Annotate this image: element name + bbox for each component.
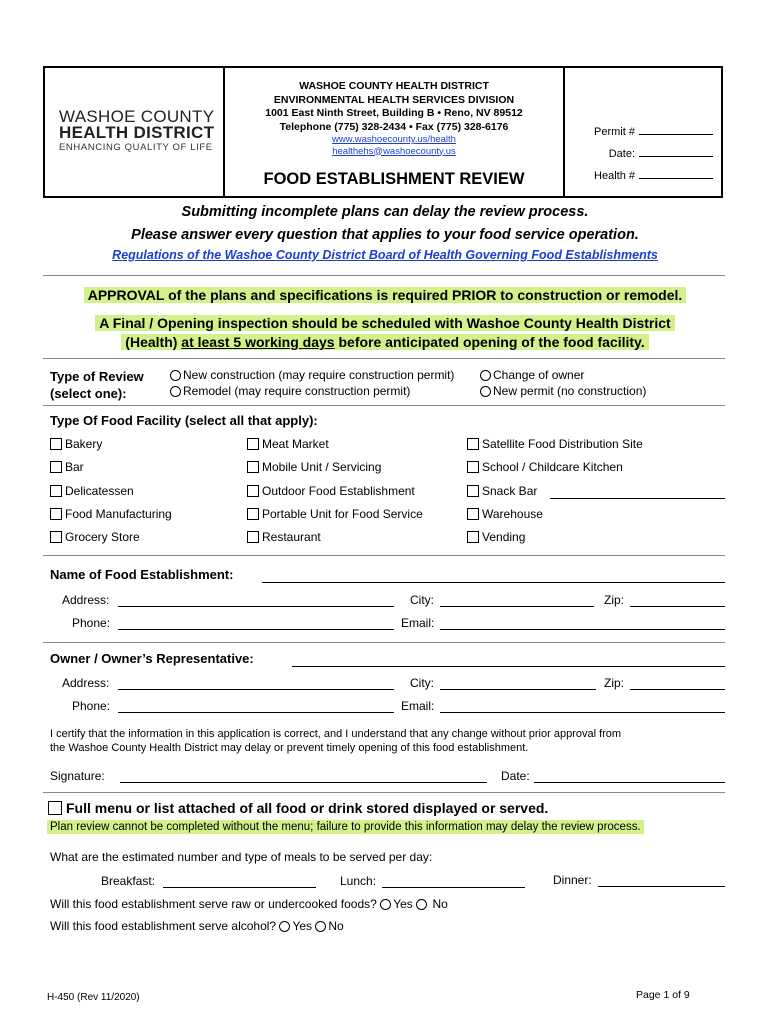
approval-notice <box>0 286 770 305</box>
checkbox-label: School / Childcare Kitchen <box>482 460 623 474</box>
checkbox-icon[interactable] <box>467 485 479 497</box>
final-inspection-notice <box>0 314 770 352</box>
certification-text <box>50 727 621 755</box>
raw-food-question-row <box>50 897 448 911</box>
checkbox-icon[interactable] <box>467 508 479 520</box>
facility-type-label: Type Of Food Facility (select all that apply): <box>50 413 318 428</box>
est-phone-label: Phone: <box>72 616 111 630</box>
certify-date-label: Date: <box>501 769 530 783</box>
owner-email-line[interactable] <box>440 712 725 713</box>
owner-address-line[interactable] <box>118 689 394 690</box>
checkbox-meat-market[interactable] <box>247 437 329 451</box>
radio-icon[interactable] <box>480 386 491 397</box>
division-name: ENVIRONMENTAL HEALTH SERVICES DIVISION <box>273 93 515 106</box>
checkbox-icon[interactable] <box>467 438 479 450</box>
alcohol-question-row <box>50 919 344 933</box>
radio-label: Change of owner <box>493 368 585 382</box>
establishment-name-line[interactable] <box>262 582 725 583</box>
certification-line2: the Washoe County Health District may delay or prevent timely opening of this food establishment. <box>50 742 529 754</box>
radio-icon[interactable] <box>170 386 181 397</box>
logo-cell <box>45 68 225 196</box>
signature-line[interactable] <box>120 782 487 783</box>
est-phone-line[interactable] <box>118 629 394 630</box>
radio-icon[interactable] <box>380 899 391 910</box>
breakfast-label: Breakfast: <box>101 874 156 888</box>
alcohol-question: Will this food establishment serve alcohol? <box>50 919 277 933</box>
date-line[interactable] <box>639 146 713 157</box>
checkbox-snack-bar[interactable] <box>467 484 537 498</box>
permit-field[interactable] <box>594 124 713 138</box>
radio-icon[interactable] <box>480 370 491 381</box>
lunch-line[interactable] <box>382 887 525 888</box>
org-info <box>225 80 563 157</box>
checkbox-label: Delicatessen <box>65 484 134 498</box>
divider <box>43 405 725 406</box>
snack-bar-line[interactable] <box>550 498 725 499</box>
radio-new-construction[interactable] <box>170 368 454 382</box>
divider <box>43 275 725 276</box>
owner-phone-line[interactable] <box>118 712 394 713</box>
est-address-line[interactable] <box>118 606 394 607</box>
header-divider <box>563 68 565 196</box>
radio-icon[interactable] <box>416 899 427 910</box>
checkbox-label: Portable Unit for Food Service <box>262 507 423 521</box>
radio-change-of-owner[interactable] <box>480 368 584 382</box>
checkbox-label: Warehouse <box>482 507 543 521</box>
checkbox-label: Vending <box>482 530 526 544</box>
radio-icon[interactable] <box>170 370 181 381</box>
owner-label: Owner / Owner’s Representative: <box>50 651 254 666</box>
intro-line2: Please answer every question that applies to your food service operation. <box>131 227 639 243</box>
checkbox-icon[interactable] <box>50 438 62 450</box>
raw-yes-label: Yes <box>393 897 413 911</box>
divider <box>43 642 725 643</box>
checkbox-satellite-food[interactable] <box>467 437 643 451</box>
checkbox-icon[interactable] <box>467 461 479 473</box>
final-notice-line2 <box>121 334 648 350</box>
final-notice-line1: A Final / Opening inspection should be scheduled with Washoe County Health District <box>95 315 674 331</box>
radio-remodel[interactable] <box>170 384 410 398</box>
owner-city-label: City: <box>410 676 434 690</box>
radio-label: New permit (no construction) <box>493 384 647 398</box>
permit-line[interactable] <box>639 124 713 135</box>
checkbox-label: Satellite Food Distribution Site <box>482 437 643 451</box>
org-phone-fax: Telephone (775) 328-2434 • Fax (775) 328-6176 <box>279 120 509 133</box>
menu-note <box>47 821 644 833</box>
checkbox-icon[interactable] <box>50 508 62 520</box>
checkbox-outdoor-food[interactable] <box>247 484 415 498</box>
alcohol-no-label: No <box>328 919 344 933</box>
est-city-line[interactable] <box>440 606 594 607</box>
checkbox-icon[interactable] <box>50 485 62 497</box>
checkbox-delicatessen[interactable] <box>50 484 134 498</box>
checkbox-label: Meat Market <box>262 437 329 451</box>
radio-label: New construction (may require construction permit) <box>183 368 455 382</box>
checkbox-icon[interactable] <box>247 461 259 473</box>
checkbox-icon[interactable] <box>467 531 479 543</box>
checkbox-restaurant[interactable] <box>247 530 321 544</box>
radio-label: Remodel (may require construction permit) <box>183 384 411 398</box>
owner-phone-label: Phone: <box>72 699 111 713</box>
radio-icon[interactable] <box>279 921 290 932</box>
owner-email-label: Email: <box>401 699 435 713</box>
checkbox-label: Food Manufacturing <box>65 507 172 521</box>
alcohol-yes-label: Yes <box>292 919 313 933</box>
review-type-label <box>50 368 144 402</box>
est-city-label: City: <box>410 593 434 607</box>
checkbox-label: Grocery Store <box>65 530 140 544</box>
signature-label: Signature: <box>50 769 105 783</box>
checkbox-bar[interactable] <box>50 460 84 474</box>
checkbox-icon[interactable] <box>247 438 259 450</box>
health-label: Health # <box>594 170 635 182</box>
est-email-line[interactable] <box>440 629 725 630</box>
checkbox-icon[interactable] <box>50 461 62 473</box>
checkbox-icon[interactable] <box>48 801 62 815</box>
radio-new-permit[interactable] <box>480 384 646 398</box>
owner-zip-line[interactable] <box>630 689 725 690</box>
checkbox-label: Outdoor Food Establishment <box>262 484 415 498</box>
final-notice-underlined: at least 5 working days <box>181 334 335 350</box>
logo-line2: HEALTH DISTRICT <box>59 123 215 142</box>
breakfast-line[interactable] <box>163 887 316 888</box>
checkbox-icon[interactable] <box>50 531 62 543</box>
certify-date-line[interactable] <box>534 782 725 783</box>
alcohol-yes-radio[interactable] <box>279 919 312 933</box>
est-zip-label: Zip: <box>604 593 625 607</box>
checkbox-label: Bar <box>65 460 84 474</box>
menu-attached-checkbox[interactable] <box>48 800 548 816</box>
est-address-label: Address: <box>62 593 110 607</box>
divider <box>43 792 725 793</box>
checkbox-vending[interactable] <box>467 530 525 544</box>
certification-line1: I certify that the information in this application is correct, and I understand that any change without prior approval from <box>50 728 622 740</box>
final-notice-pre: (Health) <box>125 334 182 350</box>
establishment-name-label: Name of Food Establishment: <box>50 567 234 582</box>
divider <box>43 358 725 359</box>
raw-no-label: No <box>432 897 448 911</box>
org-name: WASHOE COUNTY HEALTH DISTRICT <box>299 80 489 92</box>
est-email-label: Email: <box>401 616 435 630</box>
checkbox-label: Mobile Unit / Servicing <box>262 460 382 474</box>
est-zip-line[interactable] <box>630 606 725 607</box>
owner-zip-label: Zip: <box>604 676 625 690</box>
menu-note-text: Plan review cannot be completed without the menu; failure to provide this information may delay the review process. <box>47 820 644 834</box>
logo-line1: WASHOE COUNTY <box>59 107 215 126</box>
review-type-label-line2: (select one): <box>50 386 127 401</box>
lunch-label: Lunch: <box>340 874 377 888</box>
divider <box>43 555 725 556</box>
owner-address-label: Address: <box>62 676 110 690</box>
final-notice-post: before anticipated opening of the food facility. <box>334 334 645 350</box>
org-address: 1001 East Ninth Street, Building B • Reno, NV 89512 <box>265 107 523 119</box>
checkbox-icon[interactable] <box>247 531 259 543</box>
health-field[interactable] <box>594 168 713 182</box>
health-line[interactable] <box>639 168 713 179</box>
raw-yes-radio[interactable] <box>380 897 413 911</box>
header-box <box>43 66 723 198</box>
alcohol-no-radio[interactable] <box>315 919 343 933</box>
checkbox-icon[interactable] <box>247 508 259 520</box>
checkbox-school-kitchen[interactable] <box>467 460 623 474</box>
review-type-label-line1: Type of Review <box>50 369 144 384</box>
date-field[interactable] <box>609 146 713 160</box>
raw-food-question: Will this food establishment serve raw or undercooked foods? <box>50 897 377 911</box>
meals-question: What are the estimated number and type of meals to be served per day: <box>50 850 433 864</box>
approval-text: APPROVAL of the plans and specifications is required PRIOR to construction or remodel. <box>84 287 687 303</box>
owner-name-line[interactable] <box>292 666 725 667</box>
permit-label: Permit # <box>594 126 635 138</box>
intro-line1: Submitting incomplete plans can delay the review process. <box>181 204 589 220</box>
menu-attached-label: Full menu or list attached of all food or drink stored displayed or served. <box>66 800 549 816</box>
raw-no-radio[interactable] <box>416 897 448 911</box>
page-number: Page 1 of 9 <box>636 989 690 1001</box>
checkbox-mobile-unit[interactable] <box>247 460 381 474</box>
checkbox-icon[interactable] <box>247 485 259 497</box>
email-link[interactable]: healthehs@washoecounty.us <box>332 145 456 157</box>
dinner-line[interactable] <box>598 886 725 887</box>
regulations-link[interactable]: Regulations of the Washoe County District Board of Health Governing Food Establishments <box>112 248 658 262</box>
dinner-label: Dinner: <box>553 873 592 887</box>
checkbox-portable-unit[interactable] <box>247 507 423 521</box>
form-title: FOOD ESTABLISHMENT REVIEW <box>263 170 525 188</box>
checkbox-bakery[interactable] <box>50 437 102 451</box>
checkbox-label: Bakery <box>65 437 103 451</box>
website-link[interactable]: www.washoecounty.us/health <box>332 134 456 145</box>
radio-icon[interactable] <box>315 921 326 932</box>
checkbox-grocery-store[interactable] <box>50 530 140 544</box>
checkbox-label: Restaurant <box>262 530 321 544</box>
owner-city-line[interactable] <box>440 689 596 690</box>
checkbox-food-manufacturing[interactable] <box>50 507 172 521</box>
checkbox-label: Snack Bar <box>482 484 538 498</box>
form-id: H-450 (Rev 11/2020) <box>47 992 140 1003</box>
logo-tagline: ENHANCING QUALITY OF LIFE <box>59 142 213 153</box>
date-label: Date: <box>608 148 635 160</box>
checkbox-warehouse[interactable] <box>467 507 543 521</box>
